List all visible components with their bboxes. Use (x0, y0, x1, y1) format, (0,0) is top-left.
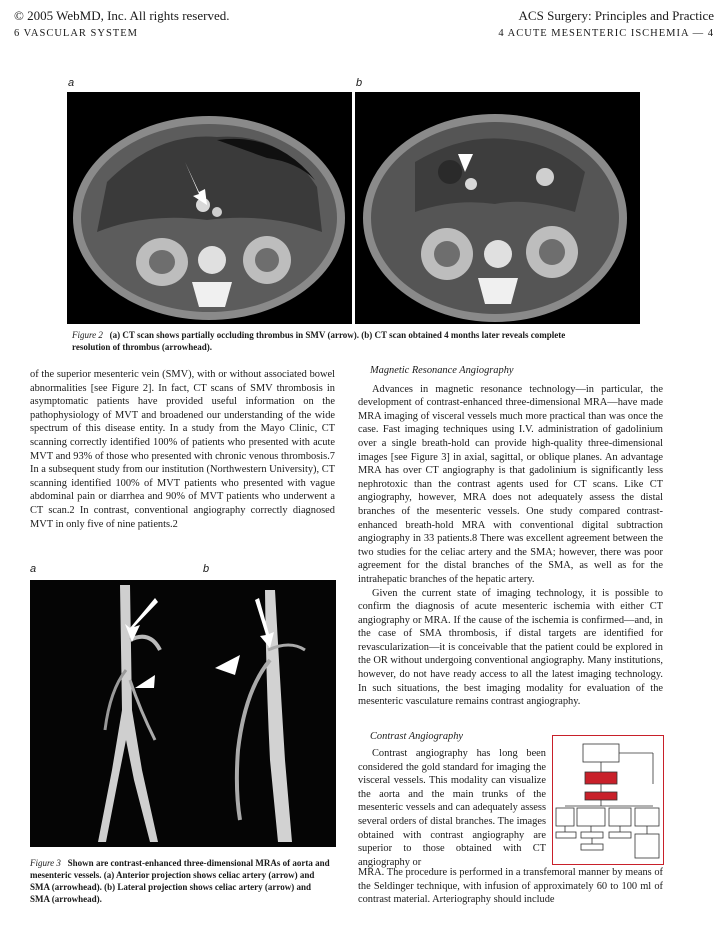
algorithm-thumbnail[interactable] (552, 735, 664, 865)
figure-3-label-a: a (30, 563, 37, 575)
figure-3-caption-text: Shown are contrast-enhanced three-dimensional MRAs of aorta and mesenteric vessels. (a) Anterior projection shows celiac artery (arrow) and SMA (arrowhead). (b) Lateral projection shows celiac artery (arrow) and SMA (arrowhead). (30, 858, 330, 904)
ca-paragraph-1: Contrast angiography has long been considered the gold standard for imaging the visceral vessels. This modality can visualize the aorta and the main trunks of the mesenteric vessels and can adequately assess several orders of distal branches. The images obtained with contrast angiography are superior to those obtained with CT angiography or (358, 748, 546, 868)
ct-scan-a-image (67, 92, 352, 324)
ct-scan-b-image (355, 92, 640, 324)
contrast-angiography-text-narrow (358, 747, 546, 869)
figure-2-caption-text: (a) CT scan shows partially occluding thrombus in SMV (arrow). (b) CT scan obtained 4 months later reveals complete resolution of thrombus (arrowhead). (72, 330, 566, 352)
section-title: 6 VASCULAR SYSTEM (14, 28, 138, 39)
chapter-title: 4 ACUTE MESENTERIC ISCHEMIA — 4 (498, 28, 714, 39)
left-paragraph: of the superior mesenteric vein (SMV), with or without associated bowel abnormalities [see Figure 2]. In fact, CT scans of SMV thrombosis in asymptomatic patients have provided useful information on the pathophysiology of MVT and broadened our understanding of the wide spectrum of this disease entity. In a study from the Mayo Clinic, CT scanning correctly identified 100% of patients who presented with acute MVT and 93% of those who presented with chronic venous thrombosis.7 In a subsequent study from our institution (Northwestern University), CT scanning identified 100% of MVT patients who presented with vague abdominal pain or diarrhea and 90% of MVT patients who underwent a CT scan.2 In contrast, conventional angiography correctly diagnosed MVT in only five of nine patients.2 (30, 369, 335, 530)
mra-paragraph-1: Advances in magnetic resonance technology—in particular, the development of contrast-enhanced three-dimensional MRA—have made MRA imaging of visceral vessels much more practical than was once the case. Fast imaging techniques using I.V. administration of gadolinium over a single breath-hold can provide high-quality three-dimensional images [see Figure 3] in axial, sagittal, or oblique planes. An advantage MRA has over CT angiography is that gadolinium is significantly less nephrotoxic than the contrast agents used for CT scans. Like CT angiography, however, MRA does not adequately assess the distal branches of the mesenteric vessels. One study compared contrast-enhanced breath-hold MRA with conventional digital subtraction angiography in 33 patients.8 There was excellent agreement between the two studies for the celiac artery and the SMA; however, there was poor agreement for the distal branches of the SMA, as well as for the intrahepatic branches of the hepatic artery. (358, 383, 663, 585)
figure-2-label-a: a (68, 77, 75, 89)
figure-3-caption-lead: Figure 3 (30, 858, 61, 868)
figure-3-label-b: b (203, 563, 210, 575)
contrast-angiography-heading: Contrast Angiography (370, 731, 464, 742)
ca-paragraph-2: MRA. The procedure is performed in a transfemoral manner by means of the Seldinger technique, with infusion of approximately 60 to 100 ml of contrast material. Arteriography should include (358, 867, 663, 906)
right-column-text (358, 364, 663, 709)
figure-2-label-b: b (356, 77, 363, 89)
mra-heading: Magnetic Resonance Angiography (370, 365, 514, 376)
mra-image (30, 580, 336, 847)
copyright: © 2005 WebMD, Inc. All rights reserved. (14, 8, 230, 23)
left-column-text (30, 368, 335, 531)
running-header (14, 8, 714, 48)
book-title: ACS Surgery: Principles and Practice (518, 8, 714, 23)
contrast-angiography-text-wide (358, 866, 663, 907)
figure-2-caption-lead: Figure 2 (72, 330, 103, 340)
mra-paragraph-2: Given the current state of imaging technology, it is possible to confirm the diagnosis of acute mesenteric ischemia with either CT angiography or MRA. If the cause of the ischemia is confirmed—and, in the case of SMA thrombosis, if distal targets are identified for revascularization—it is conceivable that the patient could be explored in the OR without undergoing conventional angiography. Many institutions, however, do not have ready access to all the latest imaging technology. In such situations, the best imaging modality for evaluation of the mesenteric vasculature remains contrast angiography. (358, 587, 663, 708)
figure-2-caption (72, 329, 592, 353)
figure-3-caption (30, 857, 330, 905)
